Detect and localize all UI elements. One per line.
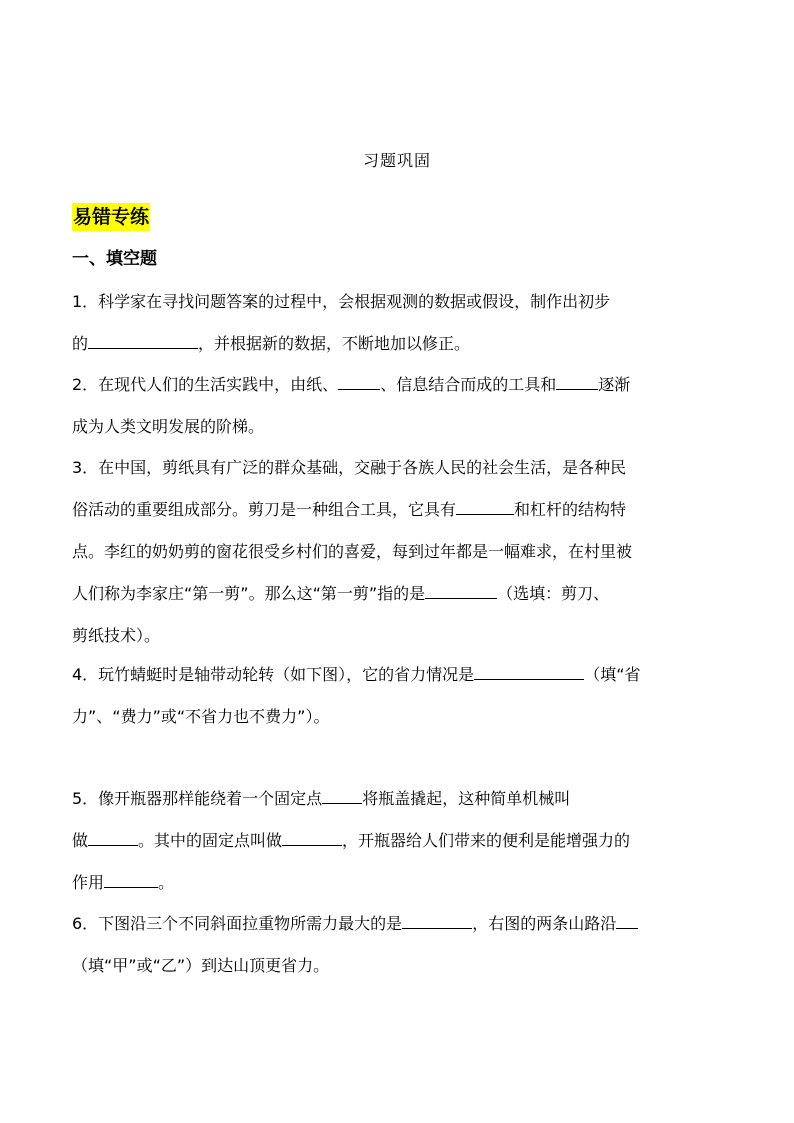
section-tag-highlight: 易错专练 — [72, 203, 150, 231]
answer-blank[interactable] — [456, 496, 514, 515]
question-2 — [72, 364, 724, 448]
question-4-line-2: 力”、“费力”或“不省力也不费力”）。 — [72, 707, 330, 726]
question-4 — [72, 654, 724, 738]
question-3 — [72, 447, 724, 657]
question-6-line-1: 6．下图沿三个不同斜面拉重物所需力最大的是 ，右图的两条山路沿 — [72, 903, 724, 945]
answer-blank[interactable] — [474, 661, 584, 680]
question-3-line-3: 点。李红的奶奶剪的窗花很受乡村们的喜爱，每到过年都是一幅难求，在村里被 — [72, 542, 633, 561]
answer-blank[interactable] — [104, 869, 158, 888]
question-1-line-1: 1．科学家在寻找问题答案的过程中，会根据观测的数据或假设，制作出初步 — [72, 292, 611, 311]
answer-blank[interactable] — [88, 827, 138, 846]
answer-blank[interactable] — [282, 827, 342, 846]
question-3-line-4: 人们称为李家庄“第一剪”。那么这“第一剪”指的是 （选填：剪刀、 — [72, 573, 724, 615]
question-3-line-2: 俗活动的重要组成部分。剪刀是一种组合工具，它具有 和杠杆的结构特 — [72, 489, 724, 531]
question-2-line-1: 2．在现代人们的生活实践中，由纸、 、信息结合而成的工具和 逐渐 — [72, 364, 724, 406]
answer-blank[interactable] — [425, 580, 497, 599]
question-1-line-2: 的 ，并根据新的数据，不断地加以修正。 — [72, 323, 724, 365]
question-6 — [72, 903, 724, 987]
answer-blank[interactable] — [402, 910, 472, 929]
question-1 — [72, 281, 724, 365]
question-2-line-2: 成为人类文明发展的阶梯。 — [72, 417, 265, 436]
page-title: 习题巩固 — [362, 151, 431, 170]
question-5 — [72, 778, 724, 904]
question-5-line-2: 做 。其中的固定点叫做 ，开瓶器给人们带来的便利是能增强力的 — [72, 820, 724, 862]
section-subheading: 一、填空题 — [72, 249, 157, 269]
question-4-line-1: 4．玩竹蜻蜓时是轴带动轮转（如下图），它的省力情况是 （填“省 — [72, 654, 724, 696]
answer-blank[interactable] — [556, 371, 598, 390]
question-6-line-2: （填“甲”或“乙”）到达山顶更省力。 — [72, 956, 330, 975]
answer-blank[interactable] — [322, 785, 362, 804]
answer-blank[interactable] — [616, 910, 638, 929]
question-5-line-1: 5．像开瓶器那样能绕着一个固定点 将瓶盖撬起，这种简单机械叫 — [72, 778, 724, 820]
question-3-line-5: 剪纸技术）。 — [72, 626, 161, 645]
question-3-line-1: 3．在中国，剪纸具有广泛的群众基础，交融于各族人民的社会生活，是各种民 — [72, 458, 627, 477]
answer-blank[interactable] — [338, 371, 380, 390]
answer-blank[interactable] — [88, 330, 198, 349]
question-5-line-3: 作用 。 — [72, 862, 724, 904]
